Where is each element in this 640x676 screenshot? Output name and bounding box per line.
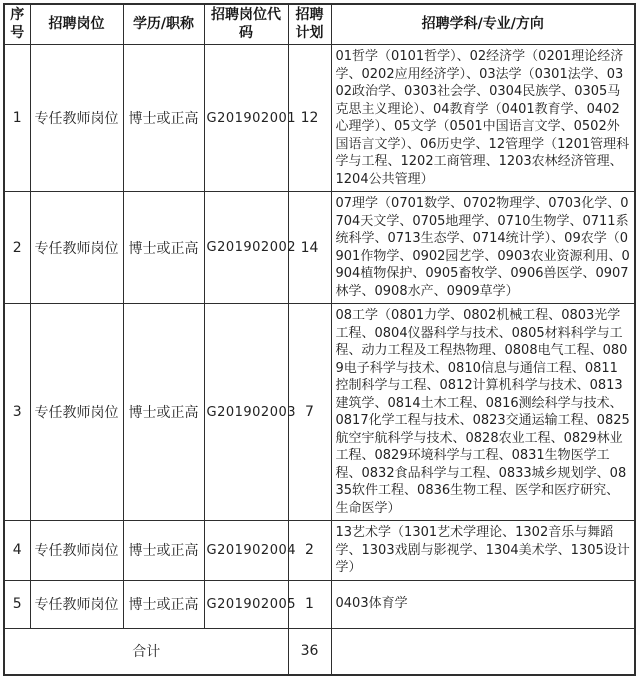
cell-code: G201902003	[204, 304, 288, 521]
col-header-no: 序号	[4, 4, 30, 45]
total-label: 合计	[4, 628, 288, 675]
cell-position: 专任教师岗位	[30, 521, 123, 581]
cell-no: 5	[4, 580, 30, 628]
cell-no: 3	[4, 304, 30, 521]
cell-position: 专任教师岗位	[30, 304, 123, 521]
col-header-position: 招聘岗位	[30, 4, 123, 45]
table-row	[4, 192, 635, 304]
cell-position: 专任教师岗位	[30, 580, 123, 628]
cell-qualification: 博士或正高	[123, 45, 204, 192]
total-majors-empty	[331, 628, 635, 675]
cell-qualification: 博士或正高	[123, 192, 204, 304]
cell-majors: 07理学（0701数学、0702物理学、0703化学、0704天文学、0705地理学、0710生物学、0711系统科学、0713生态学、0714统计学）、09农学（0901作物学、0902园艺学、0903农业资源利用、0904植物保护、0905畜牧学、0906兽医学、0907林学、0908水产、0909草学）	[331, 192, 635, 304]
cell-position: 专任教师岗位	[30, 45, 123, 192]
cell-code: G201902005	[204, 580, 288, 628]
table-row	[4, 304, 635, 521]
cell-qualification: 博士或正高	[123, 304, 204, 521]
cell-count: 2	[288, 521, 331, 581]
cell-majors: 0403体育学	[331, 580, 635, 628]
col-header-count: 招聘计划	[288, 4, 331, 45]
col-header-code: 招聘岗位代码	[204, 4, 288, 45]
cell-count: 7	[288, 304, 331, 521]
cell-code: G201902002	[204, 192, 288, 304]
cell-count: 14	[288, 192, 331, 304]
cell-code: G201902004	[204, 521, 288, 581]
cell-qualification: 博士或正高	[123, 521, 204, 581]
col-header-majors: 招聘学科/专业/方向	[331, 4, 635, 45]
total-row	[4, 628, 635, 675]
recruitment-table	[3, 3, 636, 676]
cell-no: 2	[4, 192, 30, 304]
header-row	[4, 4, 635, 45]
cell-majors: 13艺术学（1301艺术学理论、1302音乐与舞蹈学、1303戏剧与影视学、1304美术学、1305设计学）	[331, 521, 635, 581]
table-row	[4, 580, 635, 628]
total-count: 36	[288, 628, 331, 675]
cell-no: 1	[4, 45, 30, 192]
cell-majors: 08工学（0801力学、0802机械工程、0803光学工程、0804仪器科学与技术、0805材料科学与工程、动力工程及工程热物理、0808电气工程、0809电子科学与技术、0810信息与通信工程、0811控制科学与工程、0812计算机科学与技术、0813建筑学、0814土木工程、0816测绘科学与技术、0817化学工程与技术、0823交通运输工程、0825航空宇航科学与技术、0828农业工程、0829林业工程、0829环境科学与工程、0831生物医学工程、0832食品科学与工程、0833城乡规划学、0835软件工程、0836生物工程、医学和医疗研究、生命医学）	[331, 304, 635, 521]
table-row	[4, 521, 635, 581]
cell-no: 4	[4, 521, 30, 581]
col-header-qualification: 学历/职称	[123, 4, 204, 45]
cell-count: 12	[288, 45, 331, 192]
cell-qualification: 博士或正高	[123, 580, 204, 628]
cell-majors: 01哲学（0101哲学）、02经济学（0201理论经济学、0202应用经济学）、03法学（0301法学、0302政治学、0303社会学、0304民族学、0305马克思主义理论）、04教育学（0401教育学、0402心理学）、05文学（0501中国语言文学、0502外国语言文学）、06历史学、12管理学（1201管理科学与工程、1202工商管理、1203农林经济管理、1204公共管理）	[331, 45, 635, 192]
table-row	[4, 45, 635, 192]
cell-count: 1	[288, 580, 331, 628]
cell-position: 专任教师岗位	[30, 192, 123, 304]
cell-code: G201902001	[204, 45, 288, 192]
